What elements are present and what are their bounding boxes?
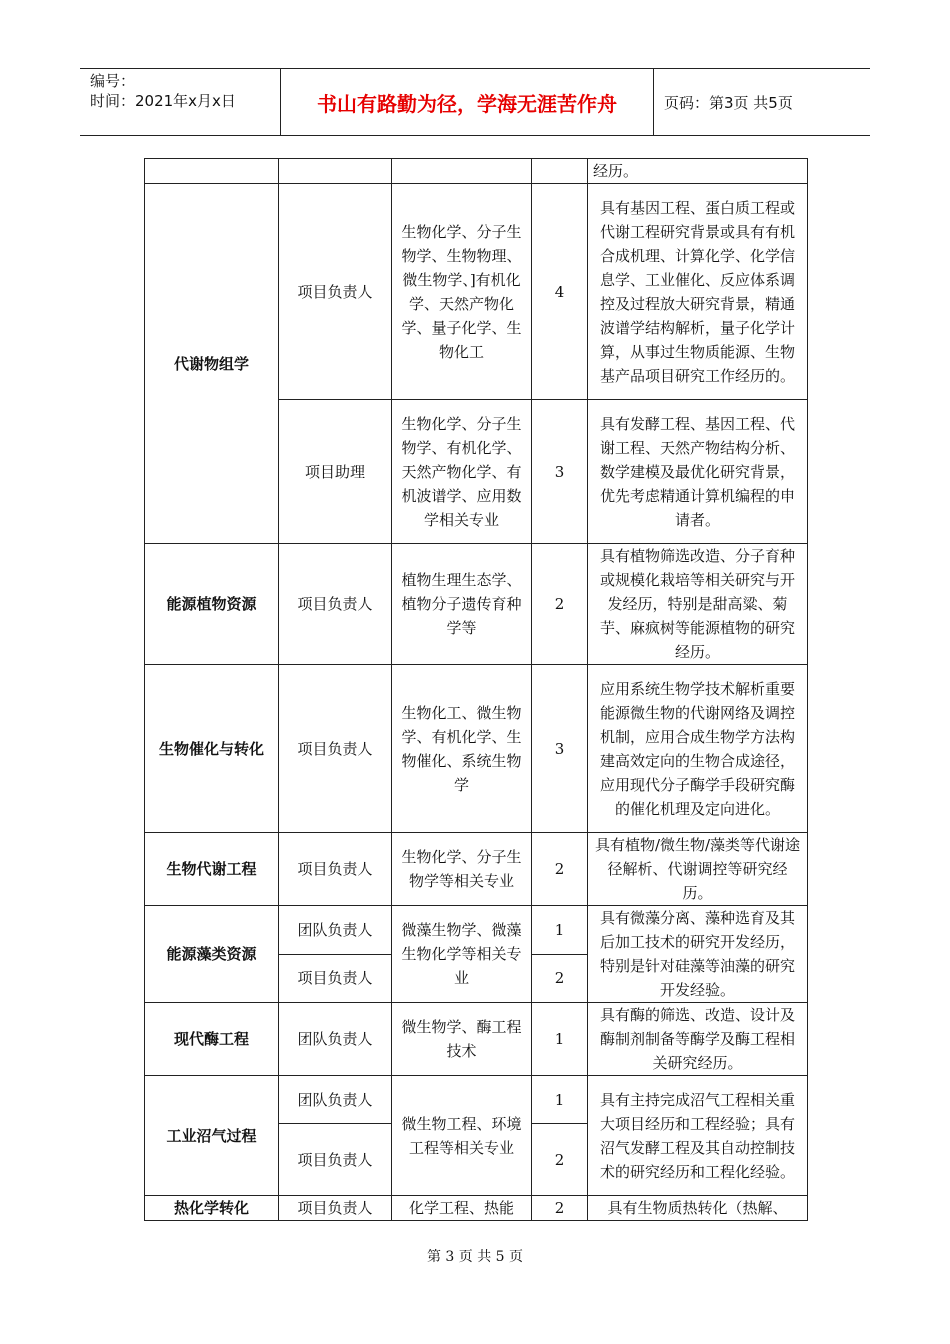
position-cell: 项目负责人 bbox=[279, 184, 392, 400]
major-cell: 植物生理生态学、植物分子遗传育种学等 bbox=[392, 544, 532, 665]
count-cell: 4 bbox=[532, 184, 588, 400]
direction-cell: 能源藻类资源 bbox=[145, 906, 279, 1003]
major-cell: 生物化学、分子生物学、有机化学、天然产物化学、有机波谱学、应用数学相关专业 bbox=[392, 400, 532, 544]
table-row bbox=[145, 1076, 808, 1124]
position-cell: 项目负责人 bbox=[279, 665, 392, 833]
table-row bbox=[145, 184, 808, 400]
table-row bbox=[145, 665, 808, 833]
direction-cell: 热化学转化 bbox=[145, 1196, 279, 1221]
requirement-cell: 具有基因工程、蛋白质工程或代谢工程研究背景或具有有机合成机理、计算化学、化学信息学、工业催化、反应体系调控及过程放大研究背景，精通波谱学结构解析，量子化学计算，从事过生物质能源、生物基产品项目研究工作经历的。 bbox=[588, 184, 808, 400]
header-meta bbox=[90, 71, 236, 111]
recruitment-table bbox=[144, 158, 808, 1221]
page-header bbox=[80, 68, 870, 136]
page-footer: 第 3 页 共 5 页 bbox=[426, 1249, 524, 1265]
direction-cell: 生物代谢工程 bbox=[145, 833, 279, 906]
requirement-cell: 应用系统生物学技术解析重要能源微生物的代谢网络及调控机制，应用合成生物学方法构建高效定向的生物合成途径，应用现代分子酶学手段研究酶的催化机理及定向进化。 bbox=[588, 665, 808, 833]
count-cell: 1 bbox=[532, 1076, 588, 1124]
major-cell: 生物化学、分子生物学等相关专业 bbox=[392, 833, 532, 906]
major-cell bbox=[392, 159, 532, 184]
header-page-label: 页码：第3页 共5页 bbox=[664, 93, 793, 112]
requirement-cell: 具有酶的筛选、改造、设计及酶制剂制备等酶学及酶工程相关研究经历。 bbox=[588, 1003, 808, 1076]
position-cell: 项目负责人 bbox=[279, 544, 392, 665]
requirement-cell: 具有植物/微生物/藻类等代谢途径解析、代谢调控等研究经历。 bbox=[588, 833, 808, 906]
table-row bbox=[145, 1196, 808, 1221]
major-cell: 微藻生物学、微藻生物化学等相关专业 bbox=[392, 906, 532, 1003]
count-cell: 2 bbox=[532, 1124, 588, 1196]
count-cell bbox=[532, 159, 588, 184]
count-cell: 2 bbox=[532, 833, 588, 906]
count-cell: 2 bbox=[532, 544, 588, 665]
requirement-cell: 具有主持完成沼气工程相关重大项目经历和工程经验；具有沼气发酵工程及其自动控制技术的研究经历和工程化经验。 bbox=[588, 1076, 808, 1196]
major-cell: 生物化学、分子生物学、生物物理、微生物学、]有机化学、天然产物化学、量子化学、生物化工 bbox=[392, 184, 532, 400]
position-cell: 团队负责人 bbox=[279, 1076, 392, 1124]
direction-cell: 能源植物资源 bbox=[145, 544, 279, 665]
position-cell: 项目负责人 bbox=[279, 1124, 392, 1196]
direction-cell: 工业沼气过程 bbox=[145, 1076, 279, 1196]
position-cell: 团队负责人 bbox=[279, 906, 392, 955]
major-cell: 生物化工、微生物学、有机化学、生物催化、系统生物学 bbox=[392, 665, 532, 833]
direction-cell bbox=[145, 159, 279, 184]
table-row bbox=[145, 159, 808, 184]
header-motto: 书山有路勤为径，学海无涯苦作舟 bbox=[280, 69, 654, 135]
count-cell: 1 bbox=[532, 1003, 588, 1076]
position-cell: 项目助理 bbox=[279, 400, 392, 544]
position-cell: 项目负责人 bbox=[279, 1196, 392, 1221]
requirement-cell: 具有植物筛选改造、分子育种或规模化栽培等相关研究与开发经历，特别是甜高粱、菊芋、麻疯树等能源植物的研究经历。 bbox=[588, 544, 808, 665]
major-cell: 微生物学、酶工程技术 bbox=[392, 1003, 532, 1076]
requirement-cell: 具有微藻分离、藻种选育及其后加工技术的研究开发经历，特别是针对硅藻等油藻的研究开发经验。 bbox=[588, 906, 808, 1003]
table-row bbox=[145, 544, 808, 665]
major-cell: 化学工程、热能 bbox=[392, 1196, 532, 1221]
count-cell: 1 bbox=[532, 906, 588, 955]
direction-cell: 生物催化与转化 bbox=[145, 665, 279, 833]
document-date-label: 时间：2021年x月x日 bbox=[90, 92, 236, 110]
position-cell: 项目负责人 bbox=[279, 833, 392, 906]
count-cell: 2 bbox=[532, 954, 588, 1003]
table-row bbox=[145, 1003, 808, 1076]
document-number-label: 编号： bbox=[90, 72, 136, 90]
count-cell: 3 bbox=[532, 665, 588, 833]
count-cell: 3 bbox=[532, 400, 588, 544]
direction-cell: 代谢物组学 bbox=[145, 184, 279, 544]
count-cell: 2 bbox=[532, 1196, 588, 1221]
position-cell: 团队负责人 bbox=[279, 1003, 392, 1076]
requirement-cell: 具有生物质热转化（热解、 bbox=[588, 1196, 808, 1221]
requirement-cell: 具有发酵工程、基因工程、代谢工程、天然产物结构分析、数学建模及最优化研究背景，优先考虑精通计算机编程的申请者。 bbox=[588, 400, 808, 544]
position-cell bbox=[279, 159, 392, 184]
direction-cell: 现代酶工程 bbox=[145, 1003, 279, 1076]
requirement-cell: 经历。 bbox=[588, 159, 808, 184]
table-row bbox=[145, 906, 808, 955]
position-cell: 项目负责人 bbox=[279, 954, 392, 1003]
major-cell: 微生物工程、环境工程等相关专业 bbox=[392, 1076, 532, 1196]
table-row bbox=[145, 833, 808, 906]
